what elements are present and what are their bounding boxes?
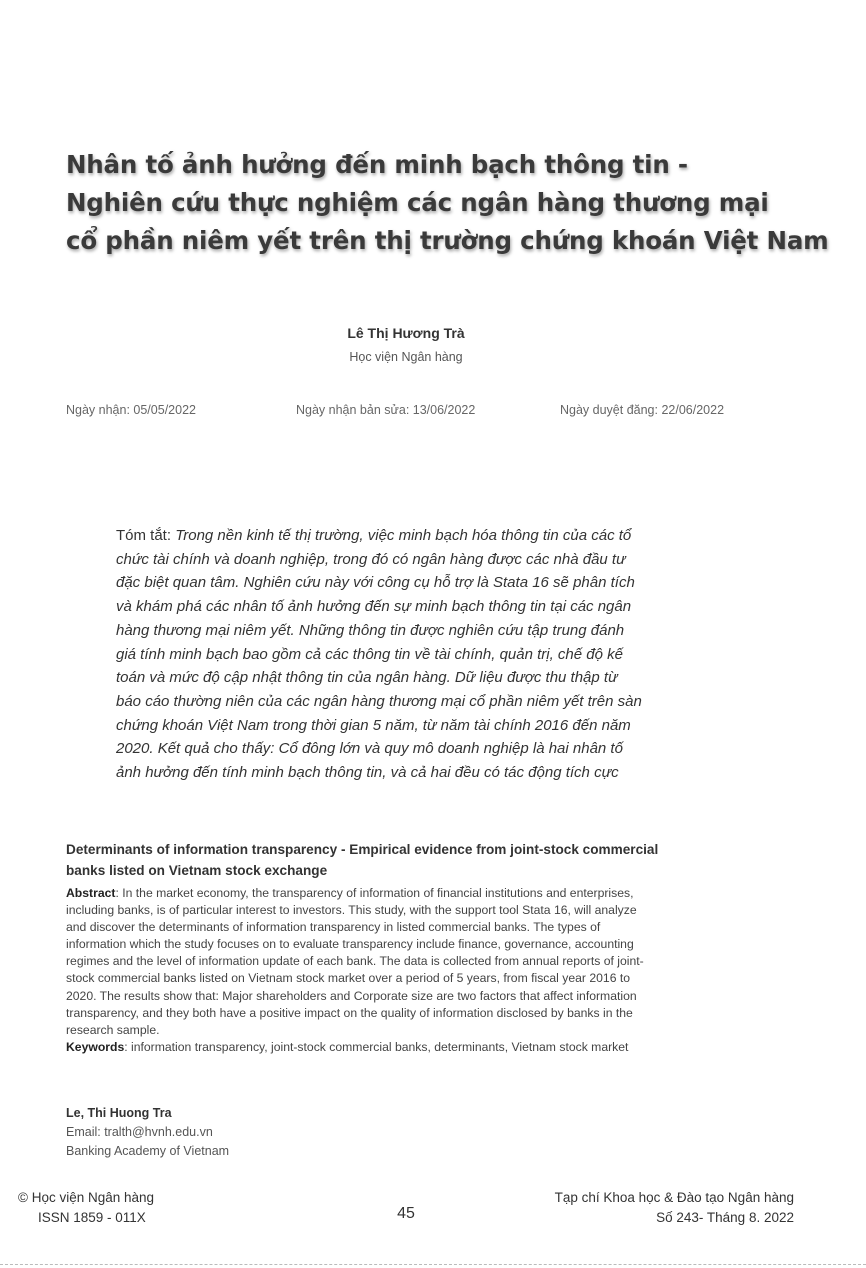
abstract-line: giá tính minh bạch bao gồm cả các thông tin về tài chính, quản trị, chế độ kế	[116, 645, 623, 663]
abstract-en-line: regimes and the level of information update of each bank. The data is collected from annual reports of joint-	[66, 954, 644, 969]
contact-institution: Banking Academy of Vietnam	[66, 1144, 230, 1158]
abstract-line: chứng khoán Việt Nam trong thời gian 5 năm, từ năm tài chính 2016 đến năm	[116, 716, 631, 734]
abstract-en-line	[66, 885, 746, 902]
title-line: Nghiên cứu thực nghiệm các ngân hàng thương mại	[66, 188, 769, 217]
journal-name: Tạp chí Khoa học & Đào tạo Ngân hàng	[554, 1190, 794, 1205]
abstract-vietnamese	[116, 524, 704, 785]
title-line: Nhân tố ảnh hưởng đến minh bạch thông tin -	[66, 150, 688, 179]
abstract-en-line: transparency, and they both have a positive impact on the quality of information disclosed by banks in the	[66, 1005, 633, 1020]
english-title-line: banks listed on Vietnam stock exchange	[66, 862, 328, 878]
title-line: cổ phần niêm yết trên thị trường chứng khoán Việt Nam	[66, 226, 829, 255]
english-title	[66, 840, 746, 881]
page-number: 45	[397, 1205, 415, 1222]
received-date: Ngày nhận: 05/05/2022	[66, 403, 196, 417]
abstract-line	[116, 524, 704, 548]
keywords-label: Keywords	[66, 1039, 125, 1054]
abstract-line: đặc biệt quan tâm. Nghiên cứu này với công cụ hỗ trợ là Stata 16 sẽ phân tích	[116, 574, 635, 592]
abstract-line: hàng thương mại niêm yết. Những thông tin được nghiên cứu tập trung đánh	[116, 621, 625, 639]
copyright: © Học viện Ngân hàng	[18, 1190, 155, 1205]
article-title	[66, 146, 829, 260]
abstract-english	[66, 885, 746, 1056]
abstract-en-line: research sample.	[66, 1022, 160, 1037]
abstract-en-line: 2020. The results show that: Major shareholders and Corporate size are two factors that affect information	[66, 988, 637, 1003]
abstract-line: 2020. Kết quả cho thấy: Cổ đông lớn và quy mô doanh nghiệp là hai nhân tố	[116, 740, 623, 758]
abstract-en-label: Abstract	[66, 886, 116, 900]
english-title-line: Determinants of information transparency - Empirical evidence from joint-stock commercial	[66, 842, 659, 857]
abstract-line: ảnh hưởng đến tính minh bạch thông tin, và cả hai đều có tác động tích cực	[116, 764, 619, 782]
abstract-en-line: including banks, is of particular interest to investors. This study, with the support tool Stata 16, will analyze	[66, 903, 637, 918]
abstract-label: Tóm tắt:	[116, 527, 176, 544]
abstract-en-line: and discover the determinants of information transparency in listed commercial banks. The types of	[66, 920, 601, 935]
author-contact	[66, 1104, 229, 1161]
abstract-line: toán và mức độ cập nhật thông tin của ngân hàng. Dữ liệu được thu thập từ	[116, 669, 618, 687]
abstract-en-line: stock commercial banks listed on Vietnam stock market over a period of 5 years, from fiscal year 2016 to	[66, 971, 631, 986]
abstract-en-line: information which the study focuses on to evaluate transparency include finance, governance, accounting	[66, 937, 634, 952]
author-name: Lê Thị Hương Trà	[347, 325, 465, 341]
issn: ISSN 1859 - 011X	[38, 1210, 146, 1225]
keywords-text: : information transparency, joint-stock commercial banks, determinants, Vietnam stock market	[124, 1039, 629, 1054]
footer-right	[555, 1188, 794, 1228]
abstract-en-text: : In the market economy, the transparency of information of financial institutions and enterprises,	[115, 886, 634, 900]
abstract-line: báo cáo thường niên của các ngân hàng thương mại cổ phần niêm yết trên sàn	[116, 692, 642, 710]
contact-name: Le, Thi Huong Tra	[66, 1106, 172, 1120]
page-edge-divider	[0, 1264, 866, 1265]
abstract-line: và khám phá các nhân tố ảnh hưởng đến sự minh bạch thông tin tại các ngân	[116, 598, 632, 616]
abstract-line: chức tài chính và doanh nghiệp, trong đó có ngân hàng được các nhà đầu tư	[116, 550, 626, 568]
accepted-date: Ngày duyệt đăng: 22/06/2022	[560, 403, 725, 417]
revised-date: Ngày nhận bản sửa: 13/06/2022	[296, 403, 476, 417]
contact-email: Email: tralth@hvnh.edu.vn	[66, 1125, 213, 1139]
journal-issue: Số 243- Tháng 8. 2022	[656, 1210, 794, 1225]
author-affiliation: Học viện Ngân hàng	[349, 350, 463, 364]
abstract-text: Trong nền kinh tế thị trường, việc minh bạch hóa thông tin của các tổ	[175, 527, 632, 544]
keywords-line	[66, 1039, 746, 1056]
